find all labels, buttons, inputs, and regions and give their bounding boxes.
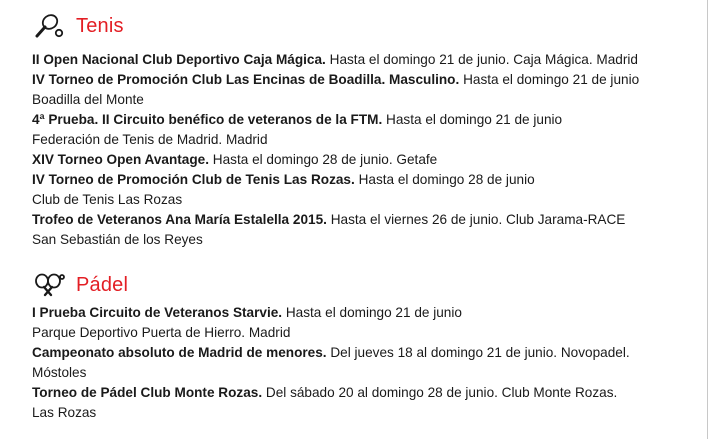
event-location: Federación de Tenis de Madrid. Madrid [32,132,268,147]
event-location: Boadilla del Monte [32,92,144,107]
tennis-racket-icon [32,13,66,39]
list-item [32,303,692,343]
event-name: II Open Nacional Club Deportivo Caja Mágica. [32,52,326,67]
event-location: Parque Deportivo Puerta de Hierro. Madrid [32,325,291,340]
event-detail: Hasta el domingo 21 de junio [285,305,462,320]
list-item [32,170,692,210]
list-item [32,50,692,70]
event-location: Las Rozas [32,405,97,420]
event-location: Móstoles [32,365,87,380]
section-title-tenis [32,13,124,39]
event-name: I Prueba Circuito de Veteranos Starvie. [32,305,283,320]
event-name: Trofeo de Veteranos Ana María Estalella 2015. [32,212,327,227]
event-name: XIV Torneo Open Avantage. [32,152,209,167]
event-name: 4ª Prueba. II Circuito benéfico de veteranos de la FTM. [32,112,383,127]
event-name: IV Torneo de Promoción Club de Tenis Las Rozas. [32,172,355,187]
event-detail: Hasta el domingo 28 de junio [358,172,535,187]
padel-event-list [32,303,692,423]
event-name: IV Torneo de Promoción Club Las Encinas de Boadilla. Masculino. [32,72,460,87]
event-name: Campeonato absoluto de Madrid de menores. [32,345,327,360]
list-item [32,70,692,110]
event-detail: Del sábado 20 al domingo 28 de junio. Club Monte Rozas. [265,385,618,400]
tenis-event-list [32,50,692,250]
event-location: San Sebastián de los Reyes [32,232,203,247]
event-detail: Hasta el domingo 28 de junio. Getafe [212,152,438,167]
event-detail: Hasta el viernes 26 de junio. Club Jarama-RACE [330,212,626,227]
section-title-label: Tenis [76,14,124,37]
section-title-padel [32,272,128,298]
event-detail: Hasta el domingo 21 de junio [463,72,640,87]
list-item [32,343,692,383]
list-item [32,210,692,250]
list-item [32,383,692,423]
event-location: Club de Tenis Las Rozas [32,192,183,207]
list-item [32,150,692,170]
padel-rackets-icon [32,272,66,298]
event-detail: Del jueves 18 al domingo 21 de junio. Novopadel. [330,345,630,360]
event-detail: Hasta el domingo 21 de junio [386,112,563,127]
list-item [32,110,692,150]
section-title-label: Pádel [76,273,129,296]
event-name: Torneo de Pádel Club Monte Rozas. [32,385,263,400]
event-detail: Hasta el domingo 21 de junio. Caja Mágica. Madrid [329,52,638,67]
